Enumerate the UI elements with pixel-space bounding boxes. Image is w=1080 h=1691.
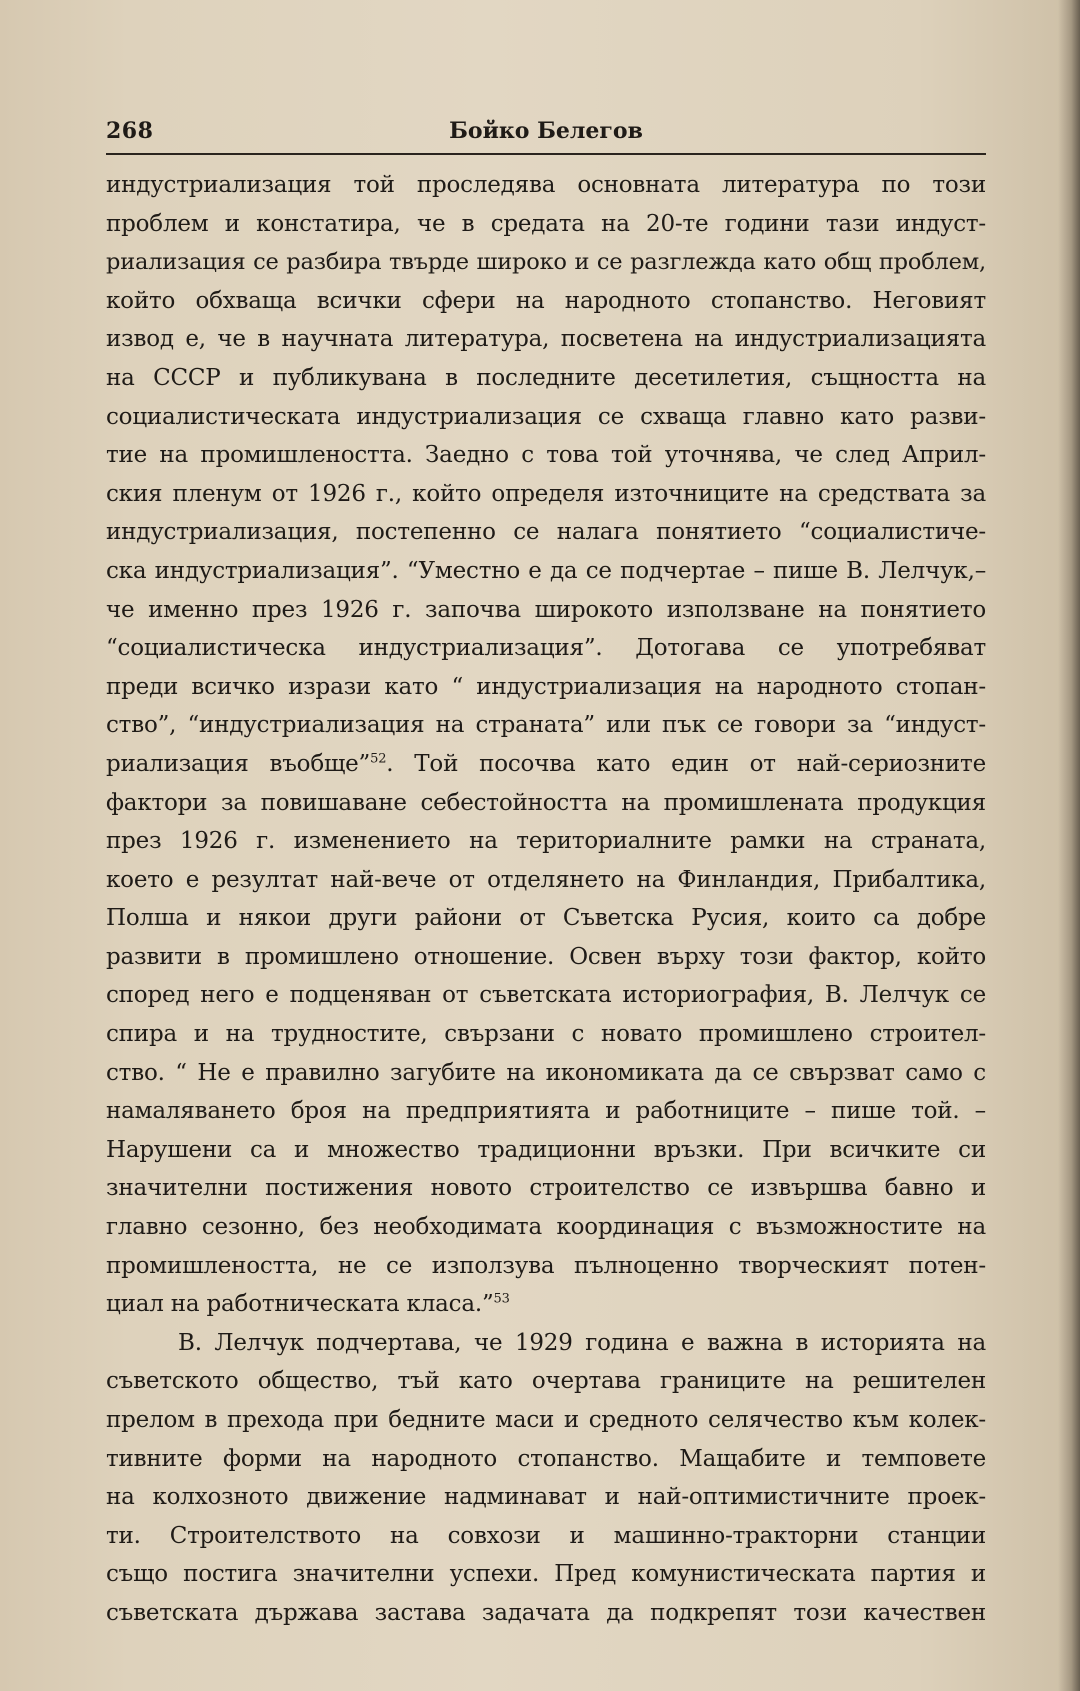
text-line: който обхваща всички сфери на народното стопанство. Неговият <box>106 287 986 314</box>
text-line: преди всичко изрази като “ индустриализация на народното стопан- <box>106 673 986 700</box>
running-title: Бойко Белегов <box>449 118 643 144</box>
text-line: развити в промишлено отношение. Освен върху този фактор, който <box>106 943 986 970</box>
text-segment: циал на работническата класа.” <box>106 1291 494 1318</box>
text-line: Нарушени са и множество традиционни връзки. При всичките си <box>106 1136 986 1163</box>
text-line: през 1926 г. изменението на териториалните рамки на страната, <box>106 828 986 855</box>
text-line-with-footnote <box>106 745 986 784</box>
text-line: значителни постижения новото строителство се извършва бавно и <box>106 1175 986 1202</box>
text-line: спира и на трудностите, свързани с новато промишлено строител- <box>106 1021 986 1048</box>
text-line: индустриализация, постепенно се налага понятието “социалистиче- <box>106 519 986 546</box>
text-line: индустриализация той проследява основната литература по този <box>106 172 986 198</box>
footnote-ref-53: 53 <box>493 1291 510 1307</box>
text-segment: . Той посочва като един от най-сериозните <box>386 750 986 777</box>
text-line: “социалистическа индустриализация”. Дотогава се употребяват <box>106 635 986 662</box>
text-line: ския пленум от 1926 г., който определя източниците на средствата за <box>106 480 986 507</box>
text-line: социалистическата индустриализация се схваща главно като разви- <box>106 403 986 430</box>
text-line: според него е подценяван от съветската историография, В. Лелчук се <box>106 982 986 1009</box>
text-line: което е резултат най-вече от отделянето на Финландия, Прибалтика, <box>106 866 986 893</box>
text-line: ти. Строителството на совхози и машинно-тракторни станции <box>106 1522 986 1549</box>
text-line: ство”, “индустриализация на страната” или пък се говори за “индуст- <box>106 712 986 739</box>
text-line: на колхозното движение надминават и най-оптимистичните проек- <box>106 1484 986 1511</box>
page-number: 268 <box>106 118 154 144</box>
text-line: че именно през 1926 г. започва широкото използване на понятието <box>106 596 986 623</box>
text-segment: риализация въобще” <box>106 750 371 777</box>
text-line: Полша и някои други райони от Съветска Русия, които са добре <box>106 905 986 932</box>
footnote-ref-52: 52 <box>370 751 387 767</box>
text-line: прелом в прехода при бедните маси и средното селячество към колек- <box>106 1407 986 1433</box>
text-line: главно сезонно, без необходимата координация с възможностите на <box>106 1214 986 1241</box>
header-rule <box>106 153 986 155</box>
text-line: промишлеността, не се използува пълноценно творческият потен- <box>106 1252 986 1279</box>
paragraph-2 <box>106 1324 986 1633</box>
text-line: извод е, че в научната литература, посветена на индустриализацията <box>106 326 986 353</box>
paragraph-1 <box>106 166 986 1324</box>
text-line: тивните форми на народното стопанство. Мащабите и темповете <box>106 1445 986 1472</box>
page-header <box>106 118 986 158</box>
text-line: проблем и констатира, че в средата на 20-те години тази индуст- <box>106 210 986 237</box>
text-line: ство. “ Не е правилно загубите на икономиката да се свързват само с <box>106 1059 986 1086</box>
body-text <box>106 166 986 1633</box>
text-line-with-footnote <box>106 1285 986 1324</box>
text-line: риализация се разбира твърде широко и се разглежда като общ проблем, <box>106 249 986 276</box>
text-line: съветското общество, тъй като очертава границите на решителен <box>106 1368 986 1395</box>
text-line: ска индустриализация”. “Уместно е да се подчертае – пише В. Лелчук,– <box>106 557 986 584</box>
text-line: на СССР и публикувана в последните десетилетия, същността на <box>106 364 986 391</box>
text-line: тие на промишлеността. Заедно с това той уточнява, че след Април- <box>106 442 986 469</box>
text-line: също постига значителни успехи. Пред комунистическата партия и <box>106 1561 986 1588</box>
text-line: съветската държава застава задачата да подкрепят този качествен <box>106 1599 986 1626</box>
text-line: намаляването броя на предприятията и работниците – пише той. – <box>106 1098 986 1125</box>
text-line: В. Лелчук подчертава, че 1929 година е важна в историята на <box>178 1329 986 1356</box>
page-edge-shadow <box>1058 0 1080 1691</box>
text-line: фактори за повишаване себестойността на промишлената продукция <box>106 789 986 816</box>
